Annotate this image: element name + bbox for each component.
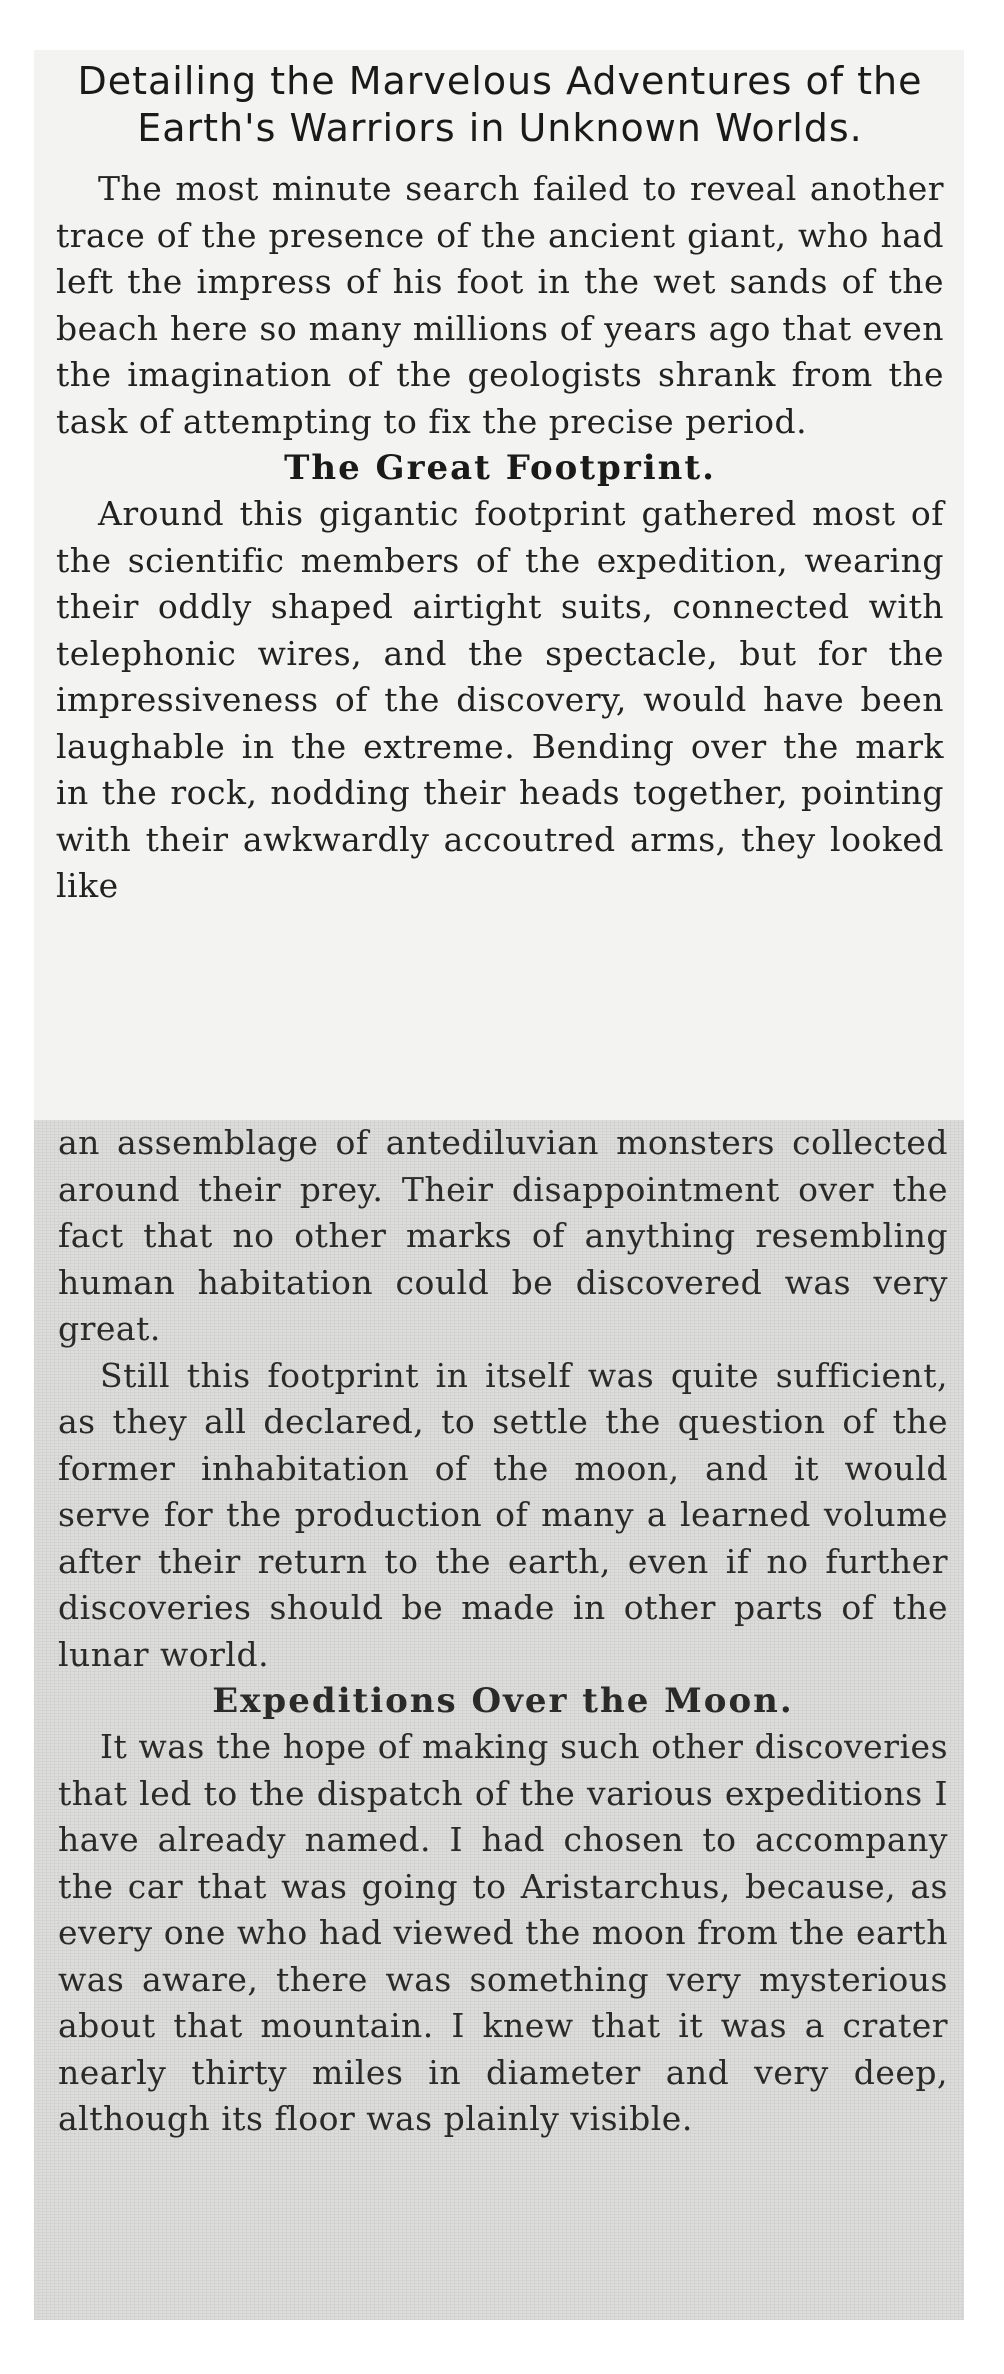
paragraph-1: The most minute search failed to reveal another trace of the presence of the ancient giant, who had left the impress of his foot in the wet sands of the beach here so many millions of years ago that even the imagination of the geologists shrank from the task of attempting to fix the precise period.	[56, 169, 944, 441]
paragraph-4: It was the hope of making such other discoveries that led to the dispatch of the various expeditions I have already named. I had chosen to accompany the car that was going to Aristarchus, because, as every one who had viewed the moon from the earth was aware, there was something very mysterious about that mountain. I knew that it was a crater nearly thirty miles in diameter and very deep, although its floor was plainly visible.	[58, 1727, 948, 2138]
paragraph-3: Still this footprint in itself was quite sufficient, as they all declared, to settle the question of the former inhabitation of the moon, and it would serve for the production of many a learned volume after their return to the earth, even if no further discoveries should be made in other parts of the lunar world.	[58, 1355, 948, 1674]
headline: Detailing the Marvelous Adventures of the Earth's Warriors in Unknown Worlds.	[77, 59, 923, 150]
clipping-lower	[34, 1120, 964, 2320]
paragraph-2-continued: an assemblage of antediluvian monsters collected around their prey. Their disappointment over the fact that no other marks of anything resembling human habitation could be discovered was very great.	[58, 1123, 948, 1348]
clipping-upper	[34, 50, 964, 1120]
subhead-great-footprint: The Great Footprint.	[284, 448, 716, 488]
subhead-expeditions: Expeditions Over the Moon.	[212, 1681, 794, 1721]
paragraph-2: Around this gigantic footprint gathered most of the scientific members of the expedition, wearing their oddly shaped airtight suits, connected with telephonic wires, and the spectacle, but for the impressiveness of the discovery, would have been laughable in the extreme. Bending over the mark in the rock, nodding their heads together, pointing with their awkwardly accoutred arms, they looked like	[56, 494, 944, 905]
